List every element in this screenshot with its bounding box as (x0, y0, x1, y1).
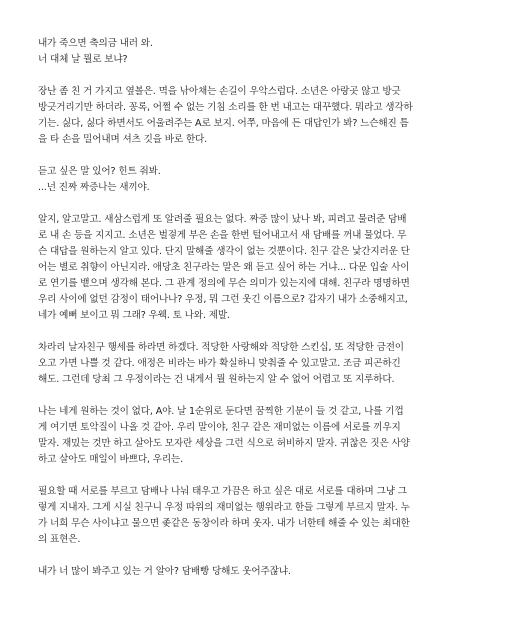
text-line: 우리 사이에 없던 감정이 태어나나? 우정, 뭐 그런 웃긴 이름으로? 갑자기 내가 소중해지고, (38, 294, 408, 305)
text-line: 해도. 그런데 당최 그 우정이라는 건 내게서 뭘 원하는지 알 수 없어 어렵고 또 지루하다. (38, 374, 395, 385)
paragraph-6 (38, 404, 479, 468)
text-line: 렇게 지내자. 그게 시실 친구니 우정 따위의 재미없는 행위라고 한들 그렇게 부르지 말자. 누 (38, 502, 410, 513)
text-line: 너 대체 날 뭘로 보냐? (38, 54, 128, 65)
paragraph-8 (38, 564, 479, 580)
paragraph-gap (38, 148, 479, 164)
text-line: 장난 좀 친 거 가지고 옆볼은. 멱을 낚아채는 손길이 우악스럽다. 소년은 아랑곳 않고 방긋 (38, 86, 401, 97)
paragraph-4 (38, 212, 479, 324)
text-line: 슨 대답을 원하는지 알고 있다. 단지 말해줄 생각이 없는 것뿐이다. 친구 같은 낯간지러운 단 (38, 246, 410, 257)
text-line: 로 내 손 등을 지지고. 소년은 벌겋게 부은 손을 한번 털어내고서 새 담배를 꺼내 물었다. 무 (38, 230, 407, 241)
text-line: 게 여기면 토악질이 나올 것 같아. 우리 말이야, 친구 같은 재미없는 이름에 서로를 끼우지 (38, 422, 401, 433)
text-line: 을 타 손을 밀어내며 셔츠 깃을 바로 한다. (38, 134, 208, 145)
text-line: 내가 죽으면 축의금 내러 와. (38, 38, 153, 49)
text-line: 하고 살아도 매일이 바쁘다, 우리는. (38, 454, 184, 465)
text-line: 나는 네게 원하는 것이 없다, A야. 날 1순위로 둔다면 꿈찍한 기분이 들 것 같고, 나를 기껍 (38, 406, 404, 417)
text-line: 알지, 알고말고. 새삼스럽게 또 알려줄 필요는 없다. 짜증 많이 났나 봐, 피려고 물려준 담배 (38, 214, 407, 225)
text-line: 내가 너 많이 봐주고 있는 거 알아? 담배빵 당해도 웃어주잖냐. (38, 566, 291, 577)
paragraph-gap (38, 388, 479, 404)
paragraph-gap (38, 324, 479, 340)
text-line: 의 표현은. (38, 534, 81, 545)
paragraph-3 (38, 164, 479, 196)
text-line: 기는. 싫다, 싫다 하면서도 어울려주는 A로 보지. 어쭈, 마음에 든 대답인가 봐? 느슨해진 틈 (38, 118, 409, 129)
text-line: 가 너희 무슨 사이냐고 물으면 좆같은 동창이라 하며 웃자. 내가 너한테 해줄 수 있는 최대한 (38, 518, 410, 529)
text-line: 로 연기를 뱉으며 생각해 본다. 그 관계 정의에 무슨 의미가 있는지에 대해. 친구라 명명하면 (38, 278, 410, 289)
text-line: 차라리 날자친구 행세를 하라면 하겠다. 적당한 사랑해와 적당한 스킨십, 또 적당한 금전이 (38, 342, 404, 353)
text-line: 네가 예뻐 보이고 뭐 그래? 우웩. 토 나와. 제발. (38, 310, 230, 321)
paragraph-7 (38, 484, 479, 548)
text-line: 듣고 싶은 말 있어? 힌트 줘봐. (38, 166, 161, 177)
text-line: 오고 가면 나쁠 것 같다. 애정은 비라는 바가 확실하니 맞춰줄 수 있고말고. 조금 피곤하긴 (38, 358, 401, 369)
text-line: 말자. 재밌는 것만 하고 살아도 모자란 세상을 그런 식으로 허비하지 말자. 귀찮은 짓은 사양 (38, 438, 410, 449)
paragraph-gap (38, 548, 479, 564)
text-line: 방긋거리기만 하더라. 꽁록, 어쩔 수 없는 기침 소리를 한 번 내고는 대꾸했다. 뭐라고 생각하 (38, 102, 413, 113)
paragraph-5 (38, 340, 479, 388)
text-line: 필요할 때 서로를 부르고 담배나 나눠 태우고 가끔은 하고 싶은 대로 서로를 대하며 그냥 그 (38, 486, 407, 497)
paragraph-gap (38, 68, 479, 84)
paragraph-2 (38, 84, 479, 148)
paragraph-1 (38, 36, 479, 68)
paragraph-gap (38, 196, 479, 212)
text-line: 어는 별로 취향이 아닌지라. 애당초 친구라는 말은 왜 듣고 싶어 하는 거냐... 다문 입술 사이 (38, 262, 410, 273)
paragraph-gap (38, 468, 479, 484)
text-line: ...넌 진짜 짜증나는 새끼야. (38, 182, 150, 193)
